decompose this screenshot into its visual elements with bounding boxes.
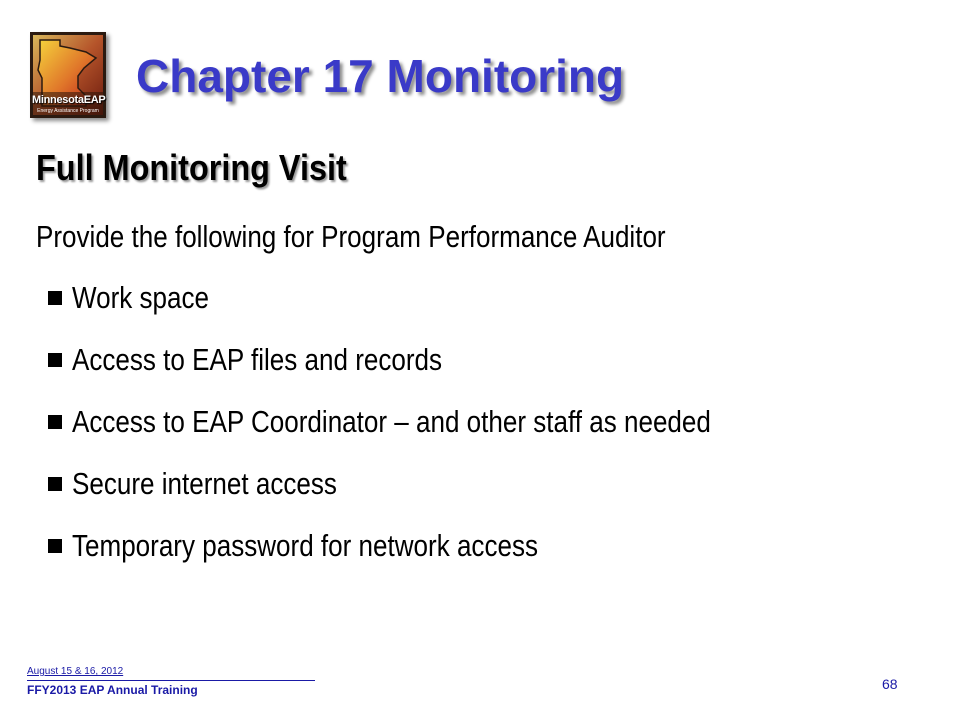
page-number: 68 bbox=[882, 676, 898, 692]
slide-title: Chapter 17 Monitoring bbox=[136, 50, 625, 102]
footer-divider bbox=[27, 680, 315, 681]
logo-name: MinnesotaEAP bbox=[32, 94, 106, 106]
bullet-text: Temporary password for network access bbox=[72, 528, 539, 563]
square-bullet-icon bbox=[48, 539, 62, 553]
square-bullet-icon bbox=[48, 353, 62, 367]
bullet-text: Access to EAP Coordinator – and other staff as needed bbox=[72, 404, 711, 439]
slide-subtitle: Full Monitoring Visit bbox=[36, 147, 347, 188]
footer-training-title: FFY2013 EAP Annual Training bbox=[27, 683, 198, 697]
square-bullet-icon bbox=[48, 477, 62, 491]
logo-tagline: Energy Assistance Program bbox=[37, 108, 99, 114]
bullet-text: Secure internet access bbox=[72, 466, 337, 501]
square-bullet-icon bbox=[48, 291, 62, 305]
footer-date-link[interactable]: August 15 & 16, 2012 bbox=[27, 666, 124, 677]
minnesota-eap-logo bbox=[30, 32, 106, 118]
bullet-text: Access to EAP files and records bbox=[72, 342, 443, 377]
bullet-text: Work space bbox=[72, 280, 210, 315]
intro-text: Provide the following for Program Performance Auditor bbox=[36, 219, 666, 254]
square-bullet-icon bbox=[48, 415, 62, 429]
